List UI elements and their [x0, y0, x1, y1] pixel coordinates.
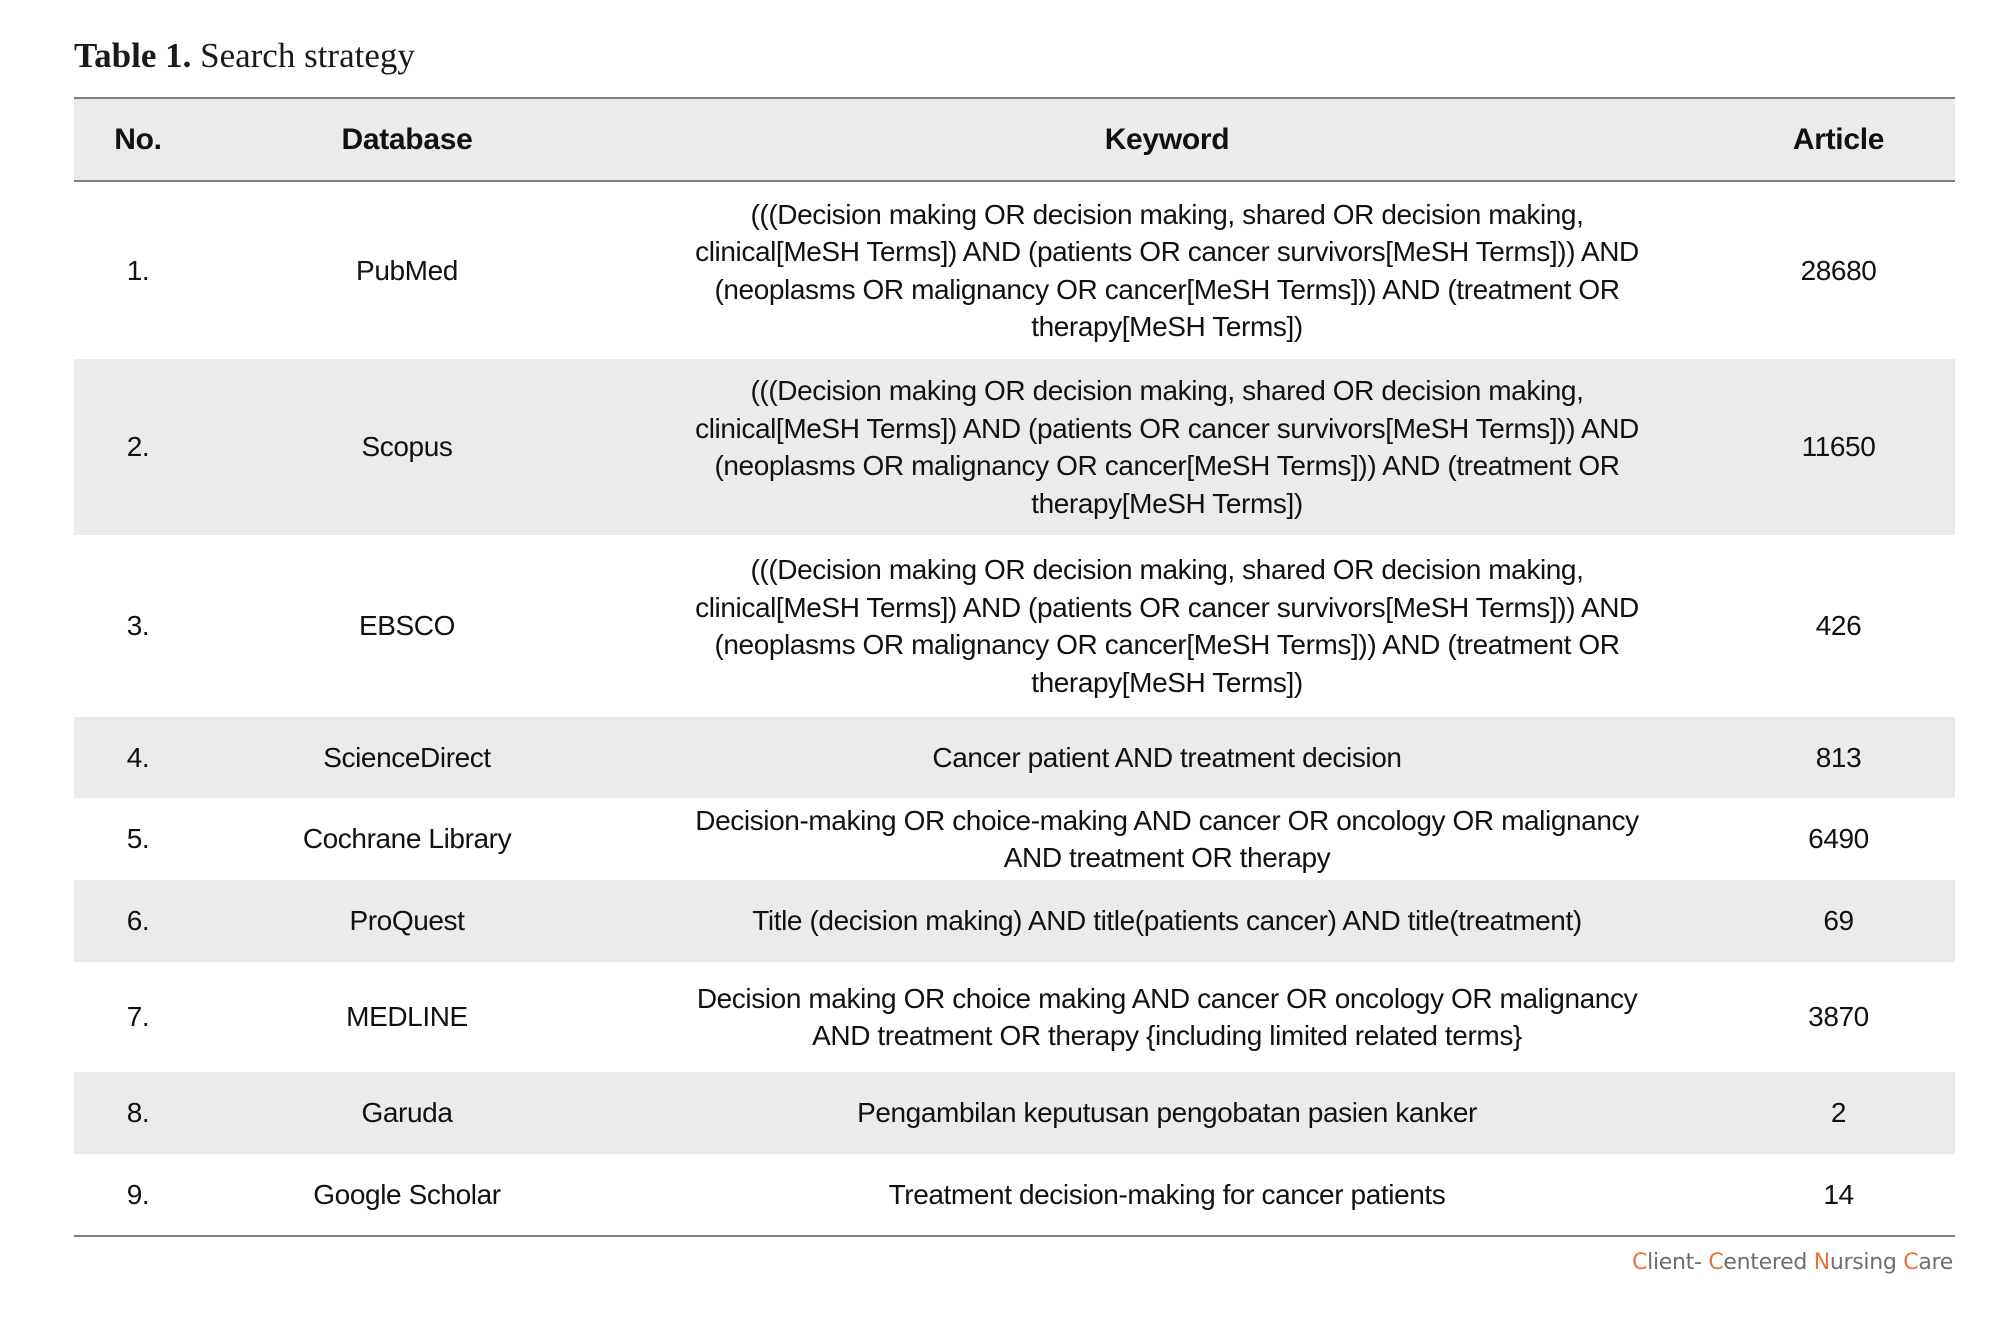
keyword-line: AND treatment OR therapy	[1003, 842, 1331, 873]
logo-accent-letter: C	[1708, 1250, 1724, 1275]
keyword-line: clinical[MeSH Terms]) AND (patients OR cancer survivors[MeSH Terms])) AND	[695, 591, 1639, 623]
cell-article-count: 14	[1823, 1178, 1854, 1210]
cell-database: Garuda	[361, 1097, 453, 1129]
cell-database: Scopus	[361, 431, 453, 463]
cell-article-count: 426	[1815, 610, 1862, 642]
table-row	[74, 798, 1955, 880]
keyword-line: Decision making OR choice making AND cancer OR oncology OR malignancy	[696, 982, 1638, 1014]
cell-article-count: 6490	[1808, 823, 1869, 855]
cell-database: MEDLINE	[346, 1001, 468, 1033]
table-row	[74, 962, 1955, 1072]
cell-no: 9.	[126, 1178, 150, 1210]
cell-keyword	[612, 980, 1722, 1055]
cell-keyword	[612, 802, 1722, 877]
cell-database: ScienceDirect	[323, 741, 491, 773]
cell-keyword	[612, 372, 1722, 522]
keyword-line: Treatment decision-making for cancer patients	[888, 1178, 1446, 1210]
column-header-keyword: Keyword	[1104, 122, 1230, 156]
cell-keyword	[612, 1094, 1722, 1132]
keyword-line: clinical[MeSH Terms]) AND (patients OR cancer survivors[MeSH Terms])) AND	[695, 236, 1639, 267]
logo-accent-letter: C	[1632, 1250, 1648, 1275]
column-header-database: Database	[341, 122, 473, 156]
cell-database: PubMed	[356, 254, 458, 286]
logo-text: ursing	[1829, 1250, 1904, 1275]
cell-article-count: 28680	[1800, 254, 1877, 286]
journal-logo	[1632, 1250, 1953, 1276]
keyword-line: therapy[MeSH Terms])	[1031, 666, 1303, 698]
keyword-line: Pengambilan keputusan pengobatan pasien kanker	[857, 1097, 1477, 1129]
table-caption-title: Search strategy	[200, 36, 415, 75]
cell-keyword	[612, 196, 1722, 346]
cell-no: 6.	[126, 905, 150, 937]
table-body	[74, 182, 1955, 1235]
column-header-no: No.	[114, 122, 162, 156]
cell-database: ProQuest	[349, 905, 465, 937]
cell-database: EBSCO	[358, 610, 456, 642]
keyword-line: AND treatment OR therapy {including limited related terms}	[812, 1020, 1522, 1051]
logo-text: lient-	[1647, 1250, 1709, 1275]
table-caption-label: Table 1.	[74, 36, 192, 75]
cell-article-count: 2	[1830, 1097, 1847, 1129]
keyword-line: (neoplasms OR malignancy OR cancer[MeSH Terms])) AND (treatment OR	[714, 629, 1620, 660]
cell-no: 8.	[126, 1097, 150, 1129]
logo-text: entered	[1723, 1250, 1814, 1275]
cell-no: 1.	[126, 254, 150, 286]
cell-keyword	[612, 902, 1722, 940]
keyword-line: (neoplasms OR malignancy OR cancer[MeSH Terms])) AND (treatment OR	[714, 450, 1620, 481]
keyword-line: Title (decision making) AND title(patients cancer) AND title(treatment)	[752, 905, 1582, 937]
search-strategy-table	[74, 97, 1955, 1237]
cell-article-count: 11650	[1801, 431, 1876, 463]
table-row	[74, 535, 1955, 717]
table-caption	[74, 34, 415, 78]
table-row	[74, 880, 1955, 962]
column-header-article: Article	[1792, 122, 1885, 156]
cell-keyword	[612, 551, 1722, 701]
table-header-row	[74, 99, 1955, 182]
table-row	[74, 359, 1955, 535]
keyword-line: (((Decision making OR decision making, shared OR decision making,	[750, 554, 1584, 585]
cell-article-count: 813	[1815, 741, 1862, 773]
keyword-line: therapy[MeSH Terms])	[1031, 311, 1303, 342]
cell-database: Google Scholar	[313, 1178, 501, 1210]
cell-keyword	[612, 739, 1722, 777]
keyword-line: therapy[MeSH Terms])	[1031, 487, 1303, 519]
table-row	[74, 1072, 1955, 1154]
logo-text: are	[1918, 1250, 1953, 1275]
keyword-line: Cancer patient AND treatment decision	[932, 741, 1402, 773]
keyword-line: (neoplasms OR malignancy OR cancer[MeSH Terms])) AND (treatment OR	[714, 273, 1620, 305]
keyword-line: clinical[MeSH Terms]) AND (patients OR cancer survivors[MeSH Terms])) AND	[695, 412, 1639, 444]
cell-no: 2.	[126, 431, 150, 463]
cell-no: 4.	[126, 741, 150, 773]
keyword-line: (((Decision making OR decision making, shared OR decision making,	[750, 375, 1584, 406]
table-row	[74, 717, 1955, 798]
table-row	[74, 1154, 1955, 1235]
cell-no: 7.	[126, 1001, 150, 1033]
logo-accent-letter: C	[1903, 1250, 1919, 1275]
keyword-line: Decision-making OR choice-making AND cancer OR oncology OR malignancy	[695, 804, 1639, 836]
cell-no: 3.	[126, 610, 150, 642]
cell-no: 5.	[126, 823, 150, 855]
cell-database: Cochrane Library	[302, 823, 512, 855]
cell-article-count: 69	[1823, 905, 1854, 937]
keyword-line: (((Decision making OR decision making, shared OR decision making,	[750, 198, 1584, 230]
table-row	[74, 182, 1955, 359]
cell-keyword	[612, 1176, 1722, 1214]
cell-article-count: 3870	[1808, 1001, 1869, 1033]
logo-accent-letter: N	[1813, 1250, 1830, 1275]
